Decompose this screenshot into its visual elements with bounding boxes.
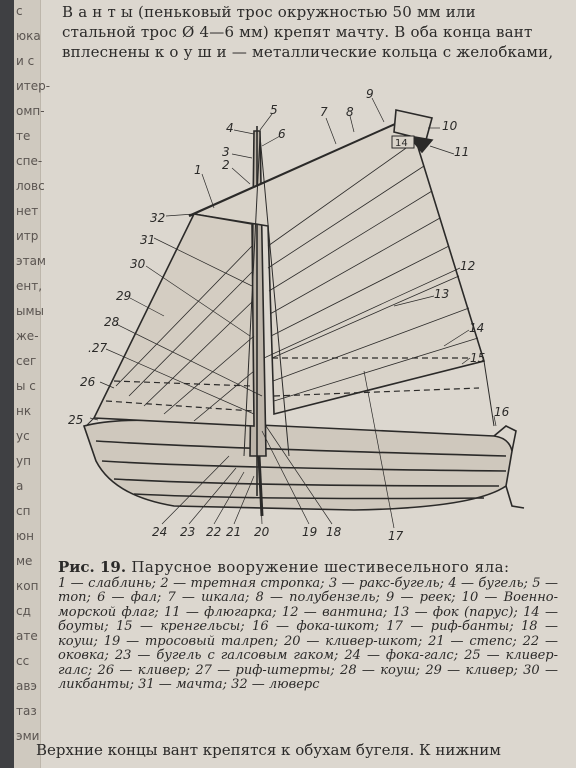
margin-fragment: спе- [16, 154, 43, 168]
margin-fragment: итер- [16, 79, 51, 93]
margin-fragment: коп [16, 579, 39, 593]
callout-7: 7 [320, 105, 328, 119]
top-paragraph [62, 2, 567, 62]
margin-fragment: те [16, 129, 31, 143]
margin-fragment: ымы [16, 304, 45, 318]
callout-27: .27 [88, 341, 108, 355]
bottom-paragraph [36, 740, 556, 760]
figure-caption [58, 560, 558, 693]
hull [84, 420, 512, 510]
callout-21: 21 [226, 525, 242, 539]
text-line: Верхние концы вант крепятся к обухам бугеля. К нижним [36, 741, 501, 759]
callout-32: 32 [150, 211, 166, 225]
margin-fragment: ате [16, 629, 38, 643]
sail-number: 14 [395, 138, 408, 149]
callout-4: 4 [226, 121, 234, 135]
callout-30: 30 [130, 257, 146, 271]
margin-fragment: с [16, 4, 23, 18]
margin-fragment: а [16, 479, 24, 493]
facing-page-edge [14, 0, 51, 768]
margin-fragment: нет [16, 204, 39, 218]
margin-fragment: ы с [16, 379, 36, 393]
margin-fragment: юка [16, 29, 41, 43]
callout-18: 18 [326, 525, 342, 539]
callout-10: 10 [442, 119, 458, 133]
margin-fragment: нк [16, 404, 32, 418]
callout-23: 23 [180, 525, 196, 539]
margin-fragment: омп- [16, 104, 45, 118]
callout-2: 2 [222, 158, 230, 172]
callout-12: 12 [460, 259, 476, 273]
callout-3: 3 [222, 145, 230, 159]
callout-16: 16 [494, 405, 510, 419]
callout-5: 5 [270, 103, 278, 117]
callout-8: 8 [346, 105, 354, 119]
margin-fragment: уп [16, 454, 31, 468]
sail-rig-figure [54, 87, 554, 546]
callout-11: 11 [454, 145, 470, 159]
callout-25: 25 [68, 413, 84, 427]
callout-24: 24 [152, 525, 168, 539]
margin-fragment: ме [16, 554, 33, 568]
margin-fragment: сс [16, 654, 30, 668]
margin-fragment: же- [16, 329, 39, 343]
margin-fragment: юн [16, 529, 34, 543]
margin-fragment: эми [16, 729, 40, 743]
text-line: вплеснены к о у ш и — металлические кольца с желобками, [62, 43, 554, 61]
text-line: В а н т ы (пеньковый трос окружностью 50 мм или [62, 3, 476, 21]
callout-22: 22 [206, 525, 222, 539]
margin-fragment: сег [16, 354, 37, 368]
margin-fragment: ент, [16, 279, 43, 293]
callout-31: 31 [140, 233, 156, 247]
callout-20: 20 [254, 525, 270, 539]
callout-13: 13 [434, 287, 450, 301]
sail-rig-drawing [54, 87, 554, 546]
callout-1: 1 [194, 163, 202, 177]
callout-28: 28 [104, 315, 120, 329]
margin-fragment: авэ [16, 679, 38, 693]
margin-fragment: ус [16, 429, 30, 443]
callout-14: 14 [469, 321, 485, 335]
margin-fragment: сд [16, 604, 31, 618]
callout-19: 19 [302, 525, 318, 539]
margin-fragment: сп [16, 504, 31, 518]
margin-fragment: итр [16, 229, 39, 243]
callout-9: 9 [366, 87, 374, 101]
callout-29: 29 [116, 289, 132, 303]
callout-26: 26 [80, 375, 96, 389]
text-line: стальной трос Ø 4—6 мм) крепят мачту. В оба конца вант [62, 23, 533, 41]
caption-title: Рис. 19. [58, 558, 127, 576]
margin-fragment: таз [16, 704, 37, 718]
callout-6: 6 [278, 127, 286, 141]
caption-title-rest: Парусное вооружение шестивесельного яла: [131, 558, 510, 576]
callout-17: 17 [388, 529, 404, 543]
margin-fragment: этам [16, 254, 46, 268]
margin-fragment: и с [16, 54, 35, 68]
margin-fragment: ловс [16, 179, 45, 193]
book-page [14, 0, 576, 768]
caption-legend: 1 — слаблинь; 2 — третная стропка; 3 — ракс-бугель; 4 — бугель; 5 — топ; 6 — фал; 7 — шкала; 8 — полубензель; 9 — реек; 10 — Военно-морской флаг; 11 — флюгарка; 12 — вантина; 13 — фок (парус); 14 — боуты; 15 — кренгельсы; 16 — фока-шкот; 17 — риф-банты; 18 — коуш; 19 — тросовый талреп; 20 — кливер-шкот; 21 — степс; 22 — оковка; 23 — бугель с галсовым гаком; 24 — фока-галс; 25 — кливер-галс; 26 — кливер; 27 — риф-штерты; 28 — коуш; 29 — кливер; 30 — ликбанты; 31 — мачта; 32 — люверс [58, 575, 558, 692]
callout-15: 15 [470, 351, 486, 365]
